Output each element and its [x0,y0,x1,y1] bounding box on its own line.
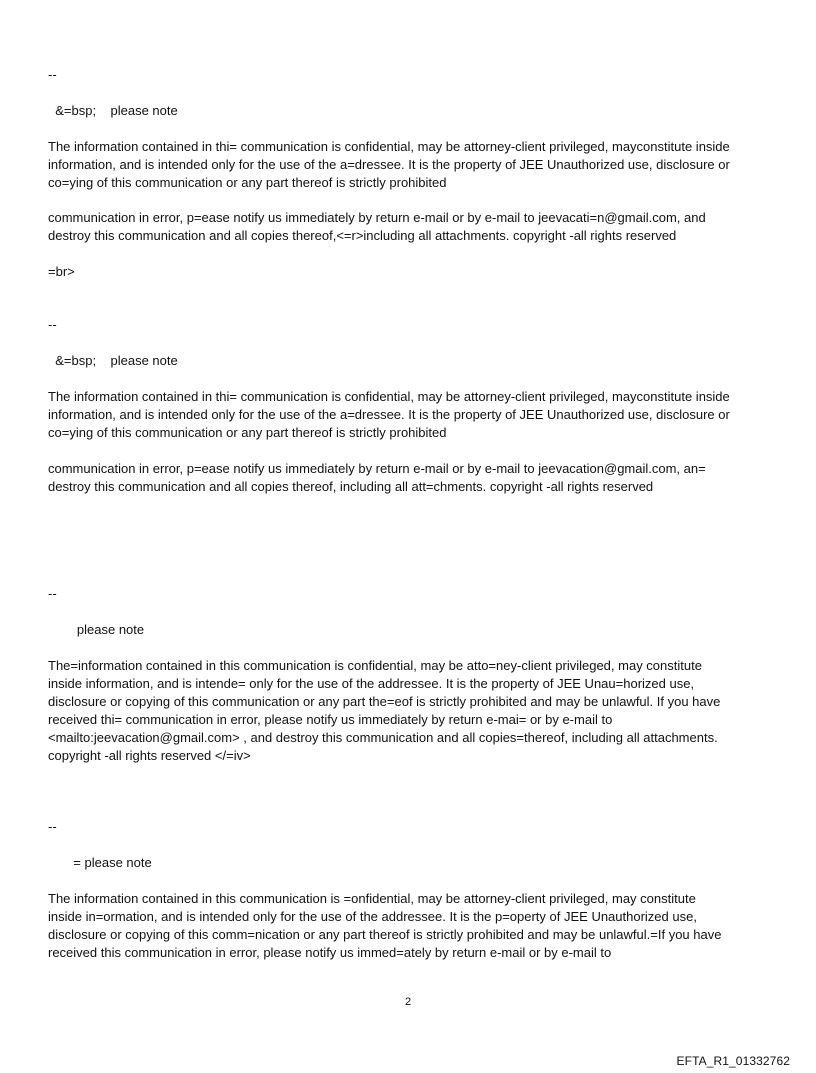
text-line: information, and is intended only for the use of the a=dressee. It is the property of JEE Unauthorized use, disclosure or [48,157,730,172]
email-paragraph-1a [48,138,788,192]
please-note-2: &=bsp; please note [48,353,178,368]
separator-1: -- [48,67,57,82]
please-note-3: please note [48,622,145,637]
text-line: co=ying of this communication or any part thereof is strictly prohibited [48,175,447,190]
text-line: disclosure or copying of this communication or any part the=eof is strictly prohibited and may be unlawful. If you have [48,694,721,709]
text-line: <mailto:jeevacation@gmail.com> , and destroy this communication and all copies=thereof, including all attachments. [48,730,718,745]
text-line: The information contained in thi= communication is confidential, may be attorney-client privileged, mayconstitute inside [48,389,730,404]
separator-2: -- [48,317,57,332]
html-fragment: =br> [48,264,75,279]
text-line: communication in error, p=ease notify us immediately by return e-mail or by e-mail to jeevacation@gmail.com, an= [48,461,706,476]
text-line: co=ying of this communication or any part thereof is strictly prohibited [48,425,447,440]
please-note-1: &=bsp; please note [48,103,178,118]
text-line: The=information contained in this communication is confidential, may be atto=ney-client privileged, may constitute [48,658,702,673]
email-paragraph-2b [48,460,788,496]
page-number: 2 [404,996,412,1008]
text-line: destroy this communication and all copies thereof,<=r>including all attachments. copyright -all rights reserved [48,228,677,243]
text-line: inside in=ormation, and is intended only for the use of the addressee. It is the p=operty of JEE Unauthorized use, [48,909,697,924]
separator-3: -- [48,586,57,601]
text-line: The information contained in this communication is =onfidential, may be attorney-client privileged, may constitute [48,891,696,906]
email-paragraph-4 [48,890,788,962]
document-id: EFTA_R1_01332762 [676,1054,790,1068]
text-line: The information contained in thi= communication is confidential, may be attorney-client privileged, mayconstitute inside [48,139,730,154]
email-paragraph-2a [48,388,788,442]
text-line: disclosure or copying of this comm=nication or any part thereof is strictly prohibited and may be unlawful.=If you have [48,927,722,942]
text-line: received thi= communication in error, please notify us immediately by return e-mai= or by e-mail to [48,712,613,727]
separator-4: -- [48,819,57,834]
text-line: inside information, and is intende= only for the use of the addressee. It is the property of JEE Unau=horized use, [48,676,695,691]
text-line: information, and is intended only for the use of the a=dressee. It is the property of JEE Unauthorized use, disclosure or [48,407,730,422]
email-paragraph-1b [48,209,788,245]
please-note-4: = please note [48,855,152,870]
email-paragraph-3 [48,657,788,765]
text-line: communication in error, p=ease notify us immediately by return e-mail or by e-mail to jeevacati=n@gmail.com, and [48,210,706,225]
text-line: destroy this communication and all copies thereof, including all att=chments. copyright -all rights reserved [48,479,654,494]
text-line: copyright -all rights reserved </=iv> [48,748,251,763]
text-line: received this communication in error, please notify us immed=ately by return e-mail or by e-mail to [48,945,612,960]
